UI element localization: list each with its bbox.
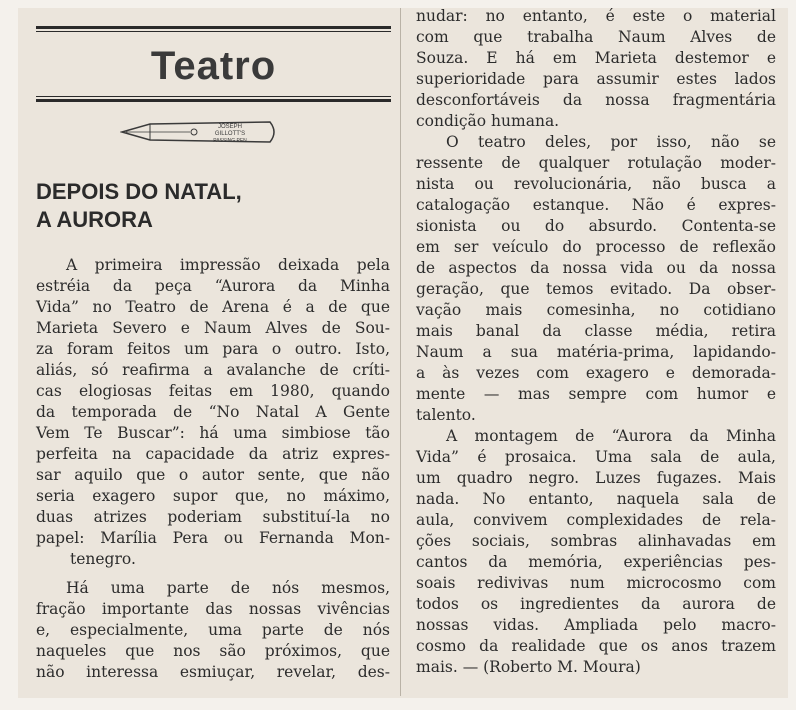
text-line: O teatro deles, por isso, não se xyxy=(446,133,776,151)
text-line: soais redivivas num microcosmo com xyxy=(416,574,776,592)
text-line: A montagem de “Aurora da Minha xyxy=(446,427,776,445)
text-line: tenegro. xyxy=(70,550,136,568)
text-line: um quadro negro. Luzes fugazes. Mais xyxy=(416,469,776,487)
text-line: cantos da memória, experiências pes- xyxy=(416,553,776,571)
text-line: papel: Marília Pera ou Fernanda Mon- xyxy=(36,529,390,547)
text-line: cosmo da realidade que os anos trazem xyxy=(416,637,776,655)
text-line: ressente de qualquer rotulação moder- xyxy=(416,154,776,172)
text-line: fração importante das nossas vivências xyxy=(36,600,390,618)
text-line: e, especialmente, uma parte de nós xyxy=(36,621,390,639)
text-line: nossas vidas. Ampliada pelo macro- xyxy=(416,616,776,634)
text-line: estréia da peça “Aurora da Minha xyxy=(36,277,390,295)
text-line: aliás, só reafirma a avalanche de críti- xyxy=(36,361,390,379)
text-line: geração, que temos evitado. Da obser- xyxy=(416,280,776,298)
article-headline xyxy=(36,178,242,234)
text-line: em ser veículo do processo de reflexão xyxy=(416,238,776,256)
text-line: Há uma parte de nós mesmos, xyxy=(66,579,390,597)
text-line: sionista ou do absurdo. Contenta-se xyxy=(416,217,776,235)
text-line: mais. — (Roberto M. Moura) xyxy=(416,658,641,676)
header-rule-top-thin xyxy=(36,31,391,32)
text-line: não interessa esmiuçar, revelar, des- xyxy=(36,663,390,681)
pen-nib-icon xyxy=(120,118,280,146)
text-line: perfeita na capacidade da atriz expres- xyxy=(36,445,390,463)
text-line: mais banal da classe média, retira xyxy=(416,322,776,340)
text-line: za foram feitos um para o outro. Isto, xyxy=(36,340,390,358)
text-line: Vem Te Buscar”: há uma simbiose tão xyxy=(36,424,390,442)
left-column xyxy=(36,255,390,683)
pen-imprint-line2: GILLOTT'S xyxy=(214,131,246,137)
text-line: da temporada de “No Natal A Gente xyxy=(36,403,390,421)
text-line: Marieta Severo e Naum Alves de Sou- xyxy=(36,319,390,337)
pen-imprint-line3: PASSING PEN xyxy=(213,138,247,144)
text-line: superioridade para assumir estes lados xyxy=(416,70,776,88)
text-line: todos os ingredientes da aurora de xyxy=(416,595,776,613)
text-line: Naum a sua matéria-prima, lapidando- xyxy=(416,343,776,361)
text-line: cas elogiosas feitas em 1980, quando xyxy=(36,382,390,400)
text-line: com que trabalha Naum Alves de xyxy=(416,28,776,46)
text-line: desconfortáveis da nossa fragmentária xyxy=(416,91,776,109)
header-rule-bottom xyxy=(36,99,391,102)
text-line: sar aquilo que o autor sente, que não xyxy=(36,466,390,484)
pen-imprint-line1: JOSEPH xyxy=(217,124,243,130)
text-line: condição humana. xyxy=(416,112,560,130)
text-line: talento. xyxy=(416,406,476,424)
text-line: A primeira impressão deixada pela xyxy=(66,256,390,274)
header-rule-bottom-thin xyxy=(36,96,391,97)
text-line: nada. No entanto, naquela sala de xyxy=(416,490,776,508)
text-line: ções sociais, sombras alinhavadas em xyxy=(416,532,776,550)
section-title: Teatro xyxy=(150,44,277,88)
text-line: a às vezes com exagero e demorada- xyxy=(416,364,776,382)
text-line: mente — mas sempre com humor e xyxy=(416,385,776,403)
header-rule-top xyxy=(36,26,391,29)
text-line: Vida” é prosaica. Uma sala de aula, xyxy=(416,448,776,466)
text-line: Vida” no Teatro de Arena é a de que xyxy=(36,298,390,316)
headline-line-2: A AURORA xyxy=(36,207,153,232)
text-line: nudar: no entanto, é este o material xyxy=(416,7,776,25)
text-line: de aspectos da nossa vida ou da nossa xyxy=(416,259,776,277)
text-line: catalogação estanque. Não é expres- xyxy=(416,196,776,214)
text-line: seria exagero supor que, no máximo, xyxy=(36,487,390,505)
headline-line-1: DEPOIS DO NATAL, xyxy=(36,179,242,204)
text-line: naqueles que nos são próximos, que xyxy=(36,642,390,660)
text-line: vação mais comesinha, no cotidiano xyxy=(416,301,776,319)
text-line: nista ou revolucionária, não busca a xyxy=(416,175,776,193)
right-column xyxy=(416,6,776,678)
text-line: aula, convivem complexidades de rela- xyxy=(416,511,776,529)
column-divider xyxy=(400,8,401,696)
text-line: Souza. E há em Marieta destemor e xyxy=(416,49,776,67)
text-line: duas atrizes poderiam substituí-la no xyxy=(36,508,390,526)
